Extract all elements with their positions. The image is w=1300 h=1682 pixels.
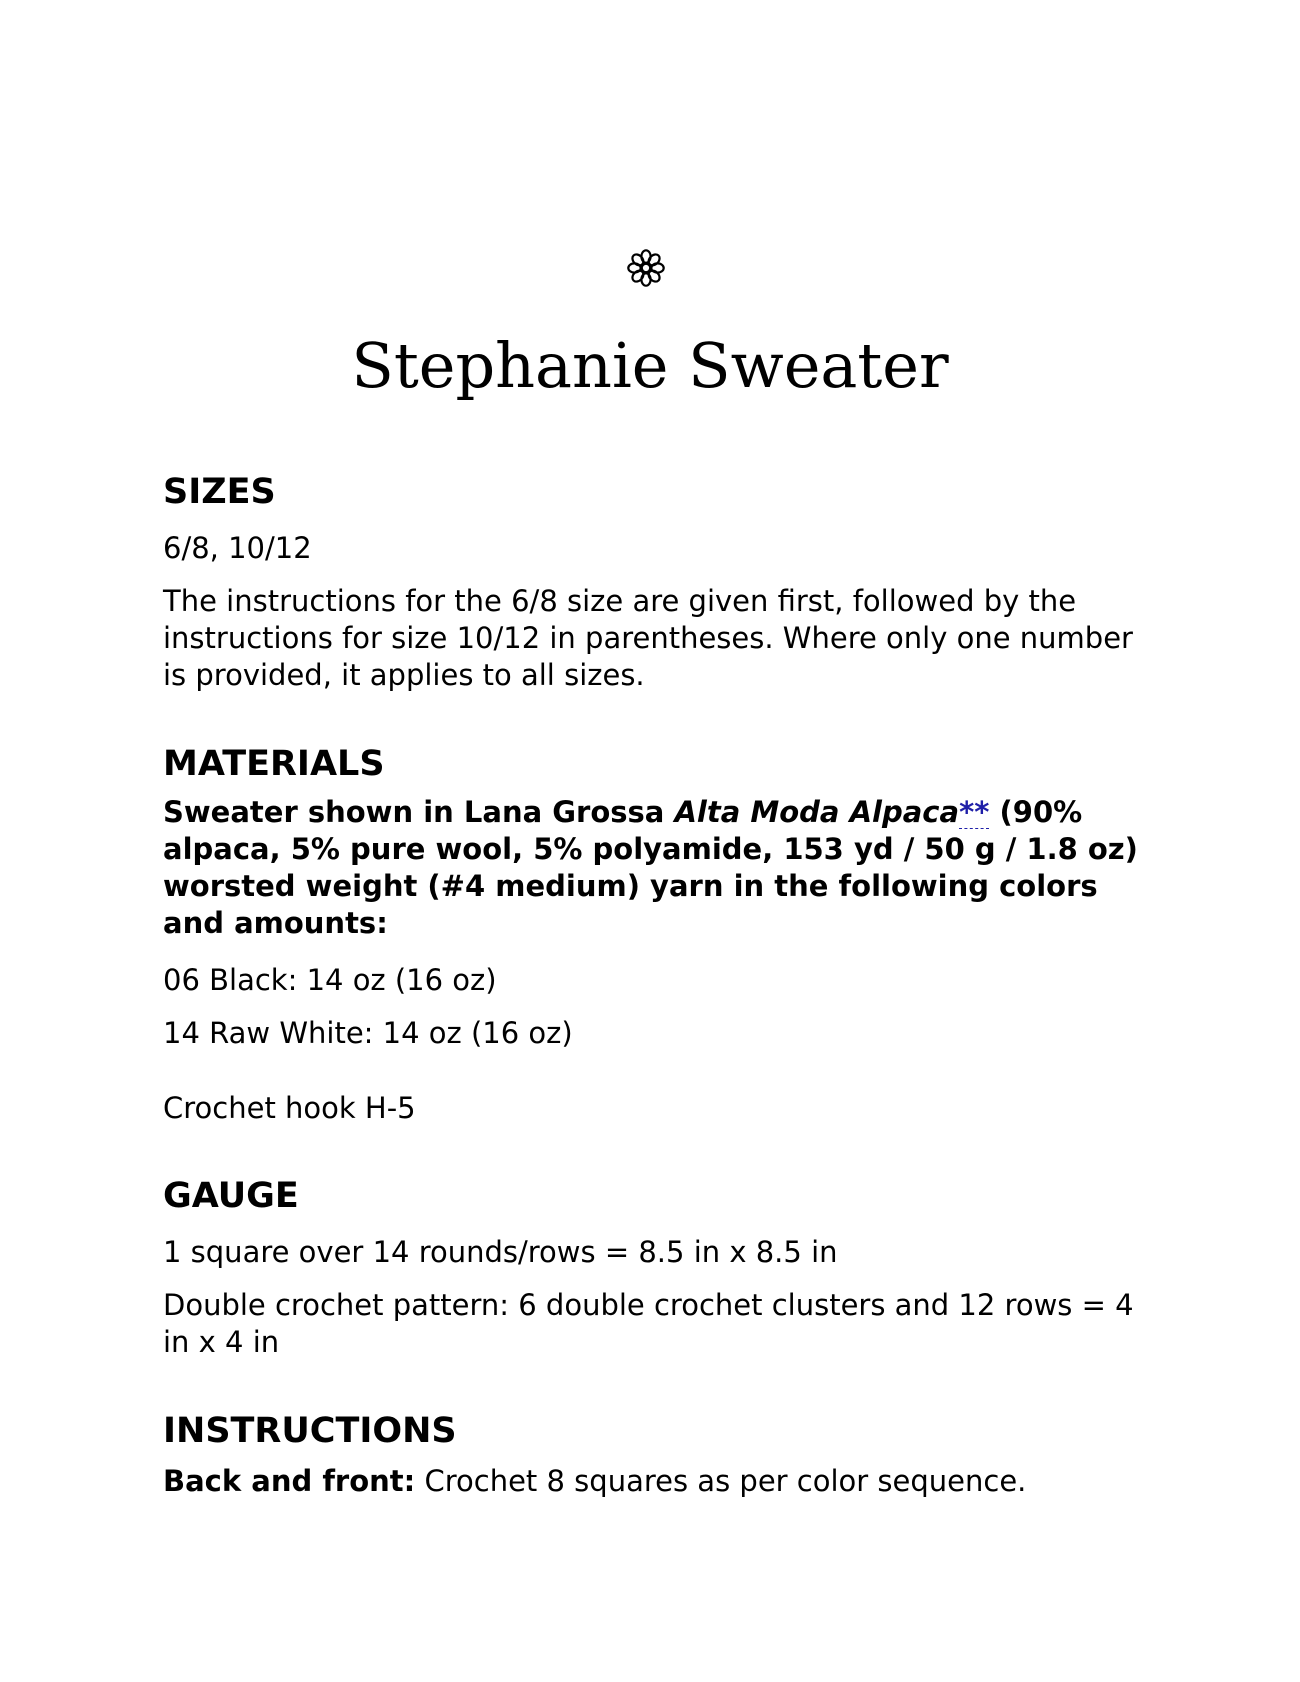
step-text: Crochet 8 squares as per color sequence. xyxy=(415,1464,1027,1498)
crochet-hook: Crochet hook H-5 xyxy=(163,1091,416,1125)
instructions-heading: INSTRUCTIONS xyxy=(163,1411,457,1451)
sizes-note: The instructions for the 6/8 size are given first, followed by the instructions for size 10/12 in parentheses. Where only one number is provided, it applies to all sizes. xyxy=(163,584,1133,692)
instructions-step xyxy=(163,1463,1153,1500)
step-label: Back and front: xyxy=(163,1464,416,1498)
footnote-link[interactable]: ** xyxy=(959,795,990,829)
yarn-details: (90% alpaca, 5% pure wool, 5% polyamide, 153 yd / 50 g / 1.8 oz) worsted weight (#4 medium) yarn in the following colors and amounts: xyxy=(163,795,1138,940)
page-title: Stephanie Sweater xyxy=(351,329,949,402)
gauge-double-crochet: Double crochet pattern: 6 double crochet clusters and 12 rows = 4 in x 4 in xyxy=(163,1288,1134,1359)
color-black: 06 Black: 14 oz (16 oz) xyxy=(163,963,497,997)
yarn-name: Alta Moda Alpaca xyxy=(674,795,960,829)
sizes-values: 6/8, 10/12 xyxy=(163,531,312,565)
materials-yarn xyxy=(163,794,1153,942)
sizes-heading: SIZES xyxy=(163,472,276,512)
gauge-heading: GAUGE xyxy=(163,1176,299,1216)
flower-ornament-icon xyxy=(625,247,667,289)
gauge-square: 1 square over 14 rounds/rows = 8.5 in x 8.5 in xyxy=(163,1235,838,1269)
materials-heading: MATERIALS xyxy=(163,744,385,784)
yarn-intro: Sweater shown in Lana Grossa xyxy=(163,795,675,829)
color-raw-white: 14 Raw White: 14 oz (16 oz) xyxy=(163,1016,573,1050)
